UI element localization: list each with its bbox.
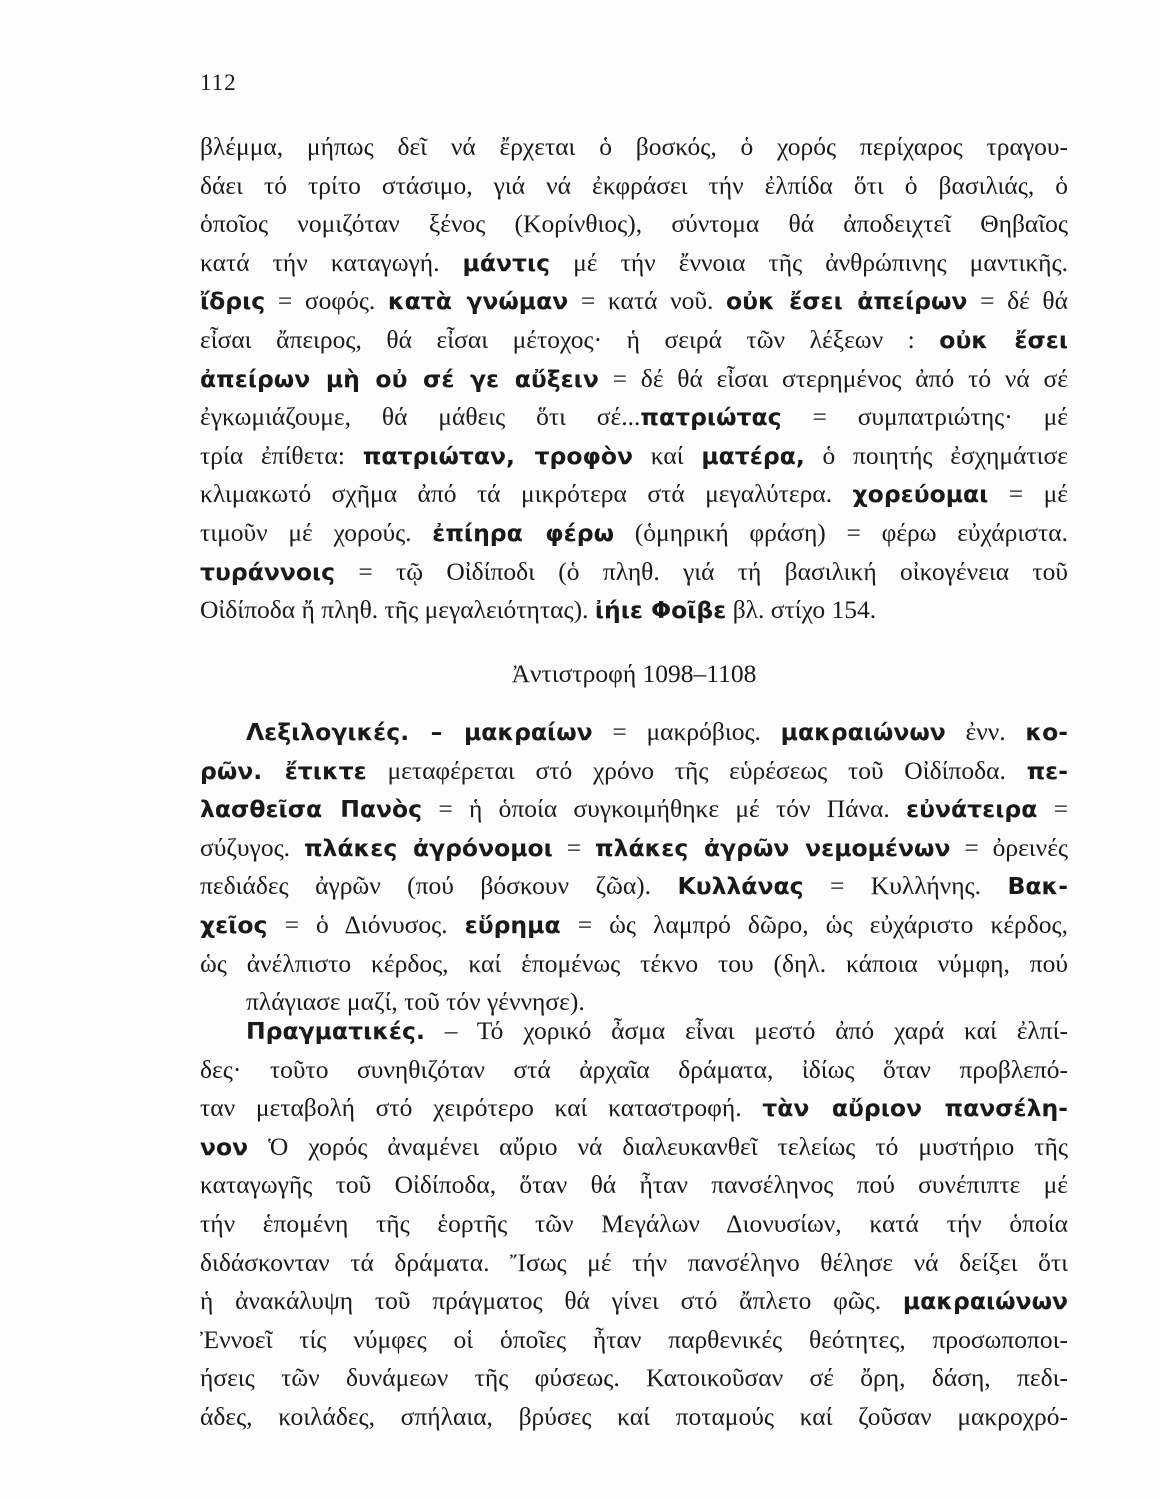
text-run: ταν μεταβολή στό χειρότερο καί καταστροφή. [200,1093,763,1123]
text-run: σύζυγος. [200,832,304,862]
bold-term: χορεύομαι [852,480,989,509]
text-run: = [1037,794,1068,824]
text-line [200,437,1068,476]
text-run: καί [633,440,702,470]
text-run: τιμοῦν μέ χορούς. [200,517,433,547]
text-line [200,205,1068,244]
text-line [200,1166,1068,1205]
commentary-paragraph-1 [200,128,1068,630]
text-run: Ἐννοεῖ τίς νύμφες οἱ ὁποῖες ἦταν παρθενικές θεότητες, προσωποποι- [200,1324,1068,1354]
text-line [200,829,1068,868]
text-run: = μακρόβιος. [592,717,781,746]
text-run: ἐνν. [945,717,1026,746]
text-line [200,906,1068,945]
text-run: = Κυλλήνης. [803,871,1008,901]
text-run: = μέ [988,479,1068,509]
text-run: = ὁ Διόνυσος. [267,909,465,939]
text-run: πλάγιασε μαζί, τοῦ τόν γέννησε). [246,987,585,1017]
text-run: = ἡ ὁποία συγκοιμήθηκε μέ τόν Πάνα. [422,794,907,824]
text-line [200,128,1068,167]
bold-term: μάντις [462,248,551,277]
bold-term: κατὰ γνώμαν [387,287,569,316]
text-run: = σοφός. [265,286,388,316]
bold-term: πλάκες ἀγρόνομοι [303,833,553,862]
text-run: ήσεις τῶν δυνάμεων τῆς φύσεως. Κατοικοῦσαν σέ ὄρη, δάση, πεδι- [200,1363,1068,1393]
text-line [200,1012,1068,1051]
text-run: τρία ἐπίθετα: [200,440,363,470]
text-run: καταγωγῆς τοῦ Οἰδίποδα, ὅταν θά ἦταν πανσέληνος πού συνέπιπτε μέ [200,1170,1068,1200]
bold-term: οὐκ ἔσει ἀπείρων [726,287,968,316]
text-run: βλέμμα, μήπως δεῖ νά ἔρχεται ὁ βοσκός, ὁ χορός περίχαρος τραγου- [200,132,1068,161]
text-run: = [552,832,595,862]
bold-term: τὰν αὔριον πανσέλη- [762,1094,1068,1123]
text-run: άδες, κοιλάδες, σπήλαια, βρύσες καί ποταμούς καί ζοῦσαν μακροχρό- [200,1401,1068,1431]
text-run: διδάσκονταν τά δράματα. Ἴσως μέ τήν πανσέληνο θέλησε νά δείξει ὅτι [200,1247,1068,1277]
text-line [200,945,1068,984]
text-line [200,244,1068,283]
bold-term: νον [200,1132,249,1161]
text-line [200,514,1068,553]
text-line [200,321,1068,360]
text-line [200,398,1068,437]
bold-term: ἴδρις [200,287,266,316]
bold-term: μακραιώνων [902,1287,1068,1316]
text-line [200,591,1068,630]
bold-term: ματέρα, [701,441,805,470]
text-line [200,167,1068,206]
bold-term: Λεξιλογικές. – μακραίων [246,718,593,746]
text-line [200,1244,1068,1283]
section-heading: Ἀντιστροφή 1098–1108 [511,659,757,688]
bold-term: πατριώτας [640,403,782,432]
bold-term: πε- [1026,756,1068,785]
text-line [200,1282,1068,1321]
bold-term: Πραγματικές. [246,1017,425,1045]
text-run: τήν ἑπομένη τῆς ἑορτῆς τῶν Μεγάλων Διονυσίων, κατά τήν ὁποία [200,1208,1068,1238]
text-run: μέ τήν ἔννοια τῆς ἀνθρώπινης μαντικῆς. [550,247,1068,277]
text-run: εἶσαι ἄπειρος, θά εἶσαι μέτοχος· ἡ σειρά τῶν λέξεων : [200,324,940,354]
text-run: = δέ θά εἶσαι στερημένος ἀπό τό νά σέ [598,363,1068,393]
text-line [200,1359,1068,1398]
bold-term: εὕρημα [464,910,561,939]
text-line [200,1128,1068,1167]
text-run: = συμπατριώτης· μέ [781,402,1068,432]
bold-term: οὐκ ἔσει [939,325,1068,354]
text-line [200,475,1068,514]
text-run: = δέ θά [967,286,1068,316]
text-run: ὁποῖος νομιζόταν ξένος (Κορίνθιος), σύντομα θά ἀποδειχτεῖ Θηβαῖος [200,209,1068,239]
factual-notes-paragraph [200,1012,1068,1437]
text-run: = τῷ Οἰδίποδι (ὁ πληθ. γιά τή βασιλική οἰκογένεια τοῦ [335,556,1068,586]
text-run: = ὀρεινές [950,832,1068,862]
lexical-notes-paragraph [200,713,1068,1022]
bold-term: ἀπείρων μὴ οὐ σέ γε αὔξειν [200,364,599,393]
text-line [200,282,1068,321]
text-line [200,713,1068,752]
text-line [200,1205,1068,1244]
bold-term: πλάκες ἀγρῶν νεμομένων [595,833,951,862]
text-line [200,1089,1068,1128]
text-run: κατά τήν καταγωγή. [200,247,463,277]
bold-term: κο- [1025,718,1068,746]
text-line [200,360,1068,399]
text-run: – Τό χορικό ἆσμα εἶναι μεστό ἀπό χαρά καί ἐλπί- [424,1016,1068,1045]
text-run: ὡς ἀνέλπιστο κέρδος, καί ἑπομένως τέκνο του (δηλ. κάποια νύμφη, πού [200,948,1068,978]
bold-term: λασθεῖσα Πανὸς [200,795,423,824]
bold-term: Βακ- [1007,872,1068,901]
text-line [200,867,1068,906]
text-run: Ὁ χορός ἀναμένει αὔριο νά διαλευκανθεῖ τελείως τό μυστήριο τῆς [248,1131,1068,1161]
text-run: = ὡς λαμπρό δῶρο, ὡς εὐχάριστο κέρδος, [560,909,1068,939]
text-run: ὁ ποιητής ἐσχημάτισε [804,440,1068,470]
text-run: πεδιάδες ἀγρῶν (πού βόσκουν ζῶα). [200,871,678,901]
bold-term: ἰήιε Φοῖβε [594,596,727,625]
bold-term: ρῶν. ἔτικτε [200,756,367,785]
text-run: ἡ ἀνακάλυψη τοῦ πράγματος θά γίνει στό ἄπλετο φῶς. [200,1286,903,1316]
text-run: δες· τοῦτο συνηθιζόταν στά ἀρχαῖα δράματα, ἰδίως ὅταν προβλεπό- [200,1054,1068,1084]
text-run: (ὁμηρική φράση) = φέρω εὐχάριστα. [614,517,1068,547]
text-run: κλιμακωτό σχῆμα ἀπό τά μικρότερα στά μεγαλύτερα. [200,479,853,509]
text-line [200,553,1068,592]
text-run: μεταφέρεται στό χρόνο τῆς εὑρέσεως τοῦ Οἰδίποδα. [366,755,1027,785]
text-line [200,790,1068,829]
text-run: = κατά νοῦ. [568,286,726,316]
text-line [200,1321,1068,1360]
page-number: 112 [200,70,237,95]
text-run: ἐγκωμιάζουμε, θά μάθεις ὅτι σέ... [200,402,641,432]
text-run: Οἰδίποδα ἤ πληθ. τῆς μεγαλειότητας). [200,595,595,625]
bold-term: τυράννοις [200,557,336,586]
bold-term: χεῖος [200,910,268,939]
bold-term: Κυλλάνας [677,872,804,901]
bold-term: ἐπίηρα φέρω [432,518,614,547]
text-line [200,1051,1068,1090]
text-run: δάει τό τρίτο στάσιμο, γιά νά ἐκφράσει τήν ἐλπίδα ὅτι ὁ βασιλιάς, ὁ [200,170,1068,200]
text-run: βλ. στίχο 154. [726,595,877,625]
text-line [200,1398,1068,1437]
text-line [200,752,1068,791]
bold-term: μακραιώνων [780,718,946,746]
bold-term: εὐνάτειρα [906,795,1038,824]
bold-term: πατριώταν, τροφὸν [362,441,634,470]
